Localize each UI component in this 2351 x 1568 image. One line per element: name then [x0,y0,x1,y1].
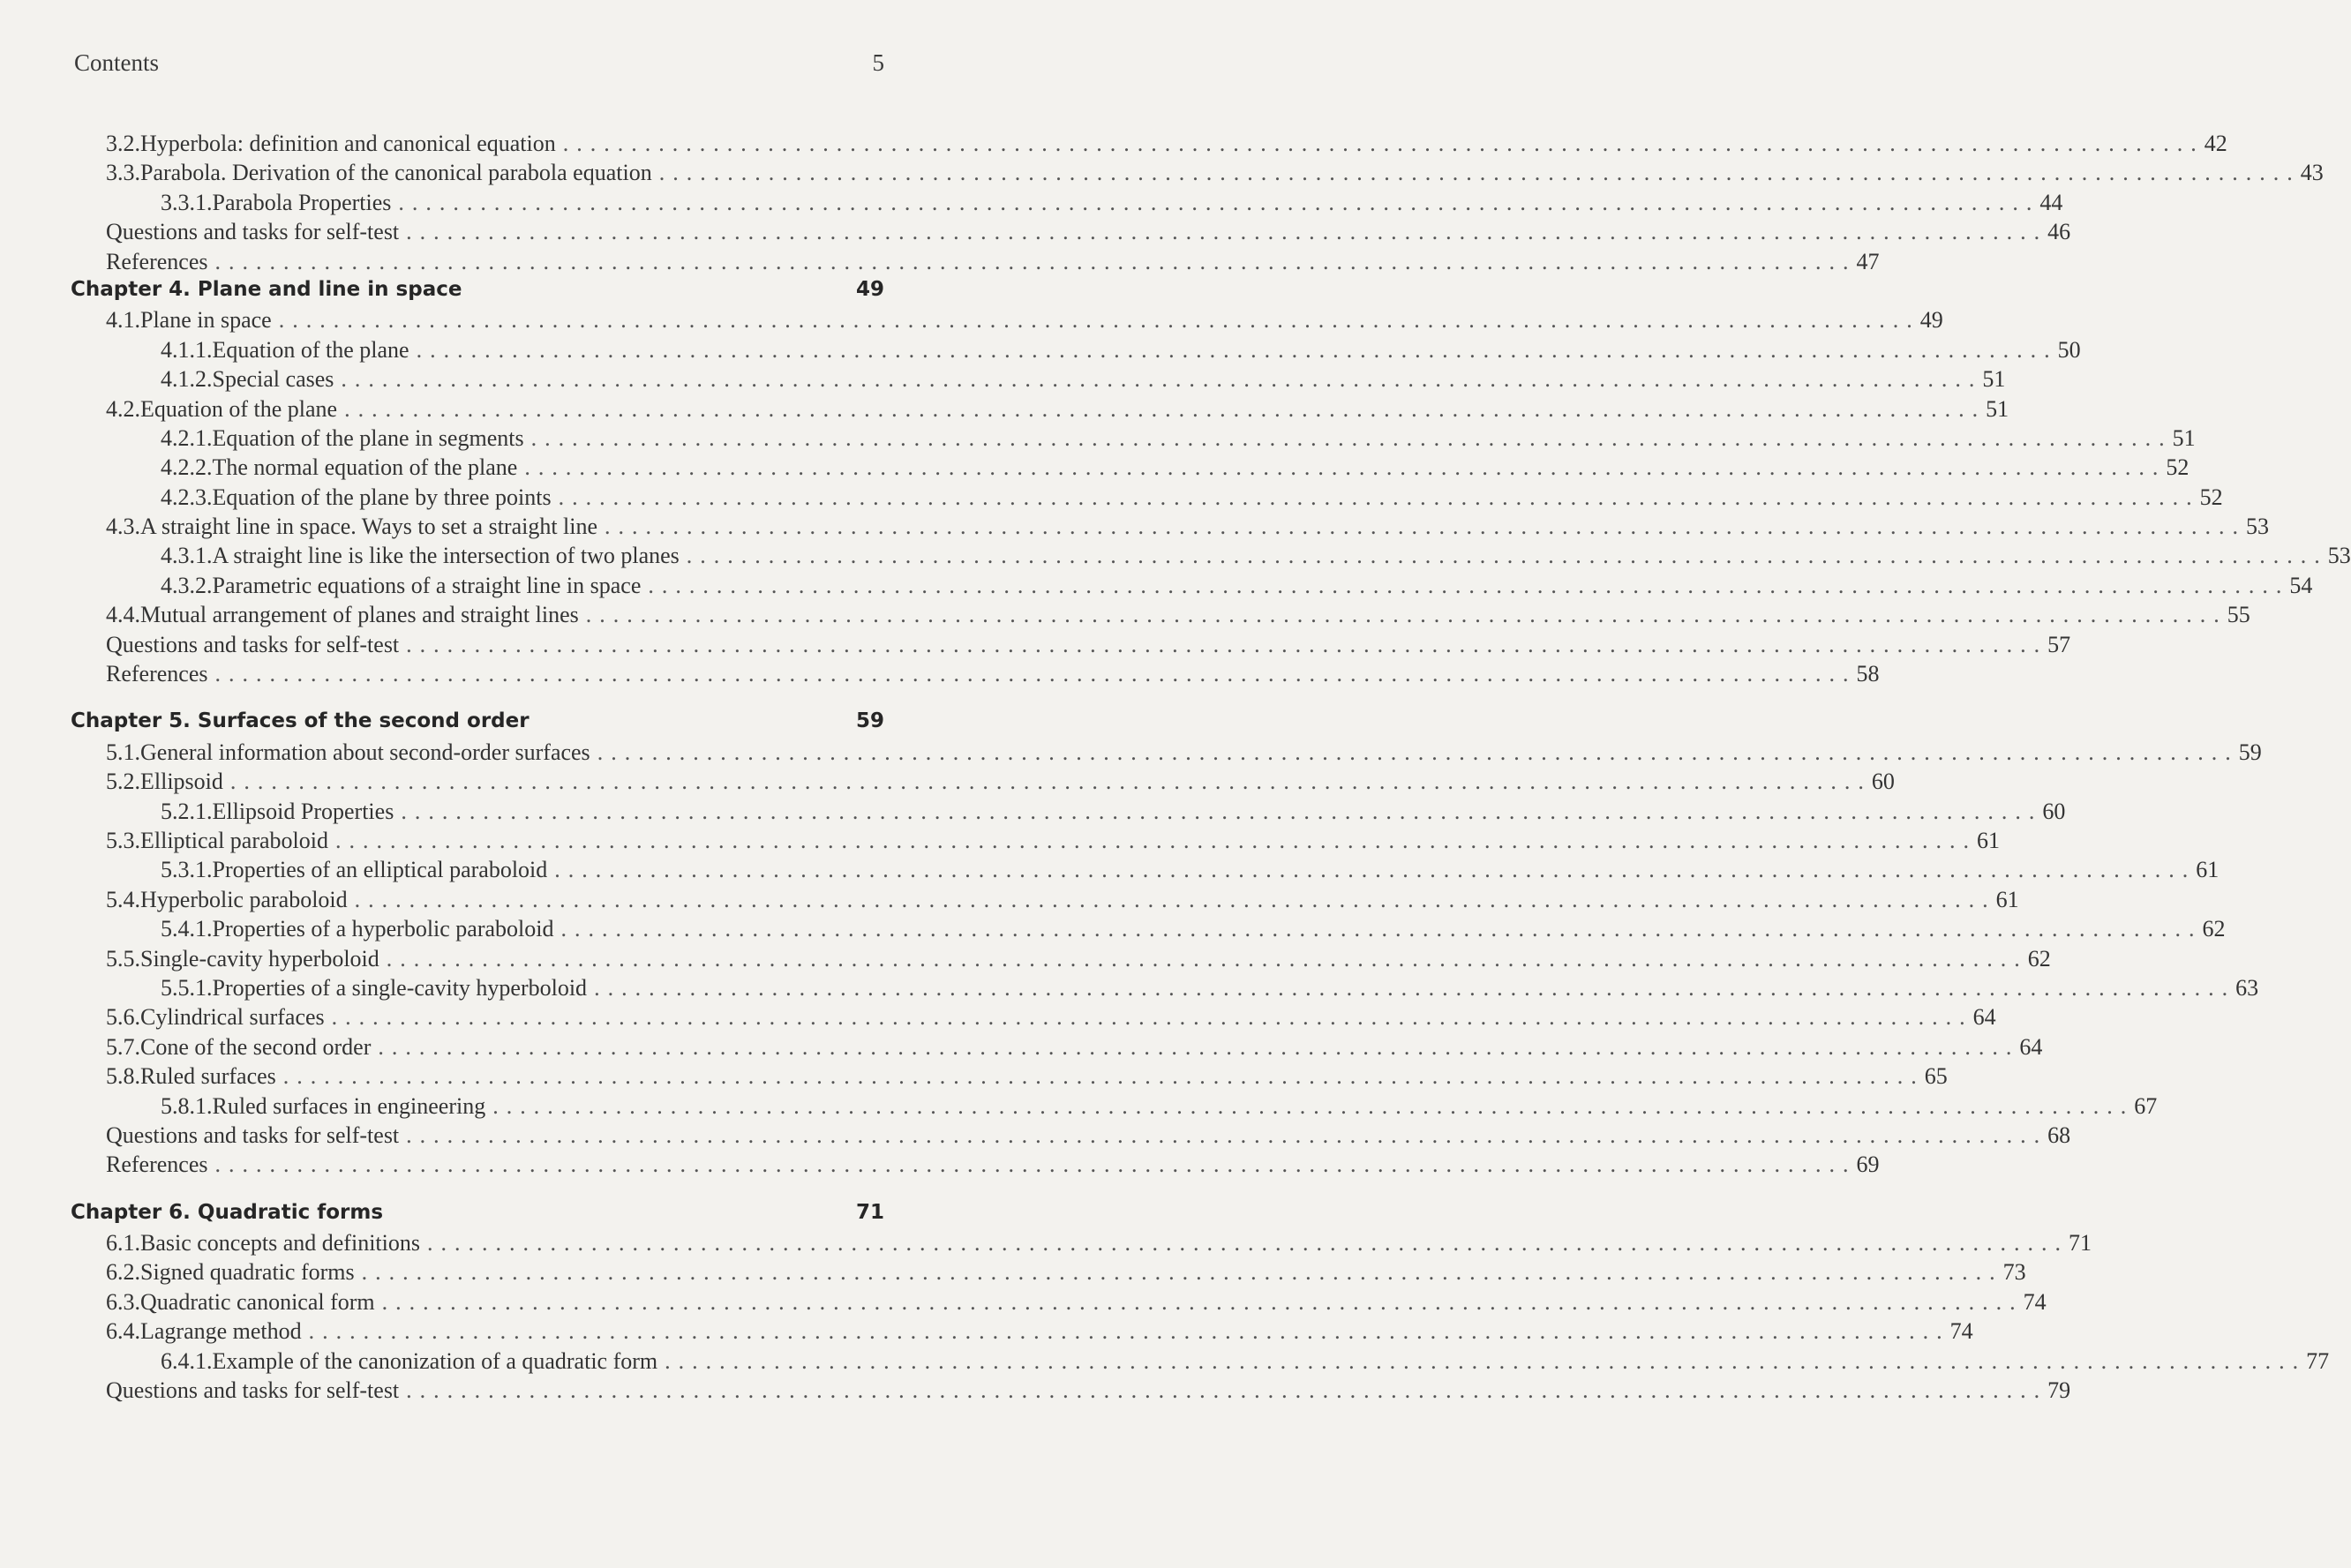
dot-leader: ........................................................................................................................ [401,798,2043,824]
toc-entry-title: Parabola. Derivation of the canonical parabola equation [140,160,652,186]
toc-page-number: 49 [855,277,884,301]
toc-entry-title: Questions and tasks for self-test [106,1122,400,1148]
toc-page-number: 51 [1986,395,2009,422]
toc-entry-title: Ruled surfaces in engineering [212,1092,486,1119]
toc-page-number: 68 [2047,1122,2071,1148]
dot-leader: ........................................................................................................................ [648,572,2290,598]
toc-entry-number: 6.1. [106,1230,140,1257]
toc-entry[interactable] [71,454,2190,484]
toc-entry[interactable] [71,160,2324,189]
toc-entry-number: 4.3.2. [161,572,213,598]
toc-entry-title: Questions and tasks for self-test [106,1377,400,1404]
toc-entry-number: 3.3. [106,160,140,186]
toc-entry-number: 5.3.1. [161,857,213,883]
toc-page-number: 58 [1856,661,1880,687]
toc-entry-title: Questions and tasks for self-test [106,219,400,245]
toc-page-number: 46 [2047,219,2071,245]
toc-page-number: 53 [2327,543,2351,569]
dot-leader: ........................................................................................................................ [605,514,2247,540]
dot-leader: ........................................................................................................................ [214,248,1857,274]
dot-leader: ........................................................................................................................ [282,1063,1925,1090]
toc-page-number: 62 [2202,916,2226,942]
toc-entry-title: Ellipsoid [140,769,223,795]
toc-page-number: 61 [2196,857,2220,883]
toc-entry-title: Signed quadratic forms [140,1259,355,1286]
dot-leader: ........................................................................................................................ [398,189,2040,215]
running-header [74,49,884,77]
toc-entry-number: 6.2. [106,1259,140,1286]
toc-page-number: 74 [1949,1318,1973,1345]
toc-entry[interactable] [71,1152,1880,1181]
dot-leader: ........................................................................................................................ [554,857,2197,883]
toc-entry-title: Example of the canonization of a quadratic form [212,1347,658,1374]
toc-entry[interactable] [71,1004,1996,1033]
toc-entry-number: 4.3. [106,514,140,540]
toc-entry-number: 5.5.1. [161,974,213,1001]
toc-entry-title: Questions and tasks for self-test [106,631,400,657]
toc-entry-number: 4.2.2. [161,454,213,481]
toc-entry[interactable] [71,131,2227,160]
toc-page-number: 42 [2204,131,2227,156]
dot-leader: ........................................................................................................................ [524,454,2167,481]
toc-entry-title: Parabola Properties [212,189,392,215]
toc-entry-number: 5.7. [106,1033,140,1060]
toc-page-number: 44 [2039,189,2063,215]
toc-entry-title: Quadratic canonical form [140,1288,375,1315]
toc-entry[interactable] [71,219,2071,248]
dot-leader: ........................................................................................................................ [229,769,1872,795]
toc-entry-number: 5.4. [106,886,140,912]
dot-leader: ........................................................................................................................ [426,1230,2069,1257]
toc-page-number: 60 [1871,769,1895,795]
toc-page-number: 74 [2023,1288,2047,1315]
toc-entry[interactable] [71,661,1880,690]
toc-page-number: 67 [2134,1092,2158,1119]
dot-leader: ........................................................................................................................ [558,484,2200,510]
dot-leader: ........................................................................................................................ [354,886,1996,912]
toc-entry[interactable] [71,1318,1973,1347]
dot-leader: ........................................................................................................................ [530,424,2173,451]
toc-entry[interactable] [71,1259,2026,1288]
toc-entry-title: Properties of a hyperbolic paraboloid [212,916,554,942]
toc-page-number: 64 [1972,1004,1996,1031]
toc-page-number: 59 [2238,739,2262,765]
toc-entry[interactable] [71,739,2262,769]
toc-entry[interactable] [71,307,1943,336]
dot-leader: ........................................................................................................................ [562,131,2205,156]
dot-leader: ........................................................................................................................ [597,739,2239,765]
dot-leader: ........................................................................................................................ [406,1377,2048,1404]
toc-entry[interactable] [71,366,2006,395]
toc-entry-title: References [106,1152,208,1178]
toc-entry[interactable] [71,1230,2092,1259]
toc-page-number: 61 [1995,886,2019,912]
chapter-gap [71,690,884,709]
toc-entry-title: Chapter 4. Plane and line in space [71,277,462,301]
toc-entry[interactable] [71,769,1895,798]
chapter-gap [71,1182,884,1201]
toc-page-number: 51 [2172,424,2196,451]
toc-page-number: 60 [2042,798,2066,824]
toc-entry-title: Basic concepts and definitions [140,1230,420,1257]
header-page-number: 5 [872,49,884,76]
toc-entry-title: Properties of an elliptical paraboloid [212,857,548,883]
toc-entry-title: Equation of the plane by three points [212,484,552,510]
toc-entry[interactable] [71,798,2066,828]
toc-entry[interactable] [71,945,2051,975]
toc-entry[interactable] [71,602,2250,631]
dot-leader: ........................................................................................................................ [278,307,1920,334]
toc-entry-number: 4.3.1. [161,543,213,569]
toc-entry-title: Lagrange method [140,1318,302,1345]
toc-page-number: 51 [1982,366,2006,393]
toc-page-number: 52 [2199,484,2223,510]
toc-entry-number: 5.6. [106,1004,140,1031]
toc-entry-title: Mutual arrangement of planes and straight lines [140,602,579,628]
toc-page-number: 71 [2068,1230,2092,1257]
toc-entry-title: Ruled surfaces [140,1063,276,1090]
toc-entry[interactable] [71,424,2196,454]
toc-page-number: 65 [1924,1063,1948,1090]
toc-page-number: 50 [2057,336,2081,363]
toc-entry-number: 6.4.1. [161,1347,213,1374]
toc-entry-title: Cylindrical surfaces [140,1004,325,1031]
toc-entry-number: 6.3. [106,1288,140,1315]
dot-leader: ........................................................................................................................ [341,366,1983,393]
toc-page-number: 73 [2002,1259,2026,1286]
toc-entry-number: 4.1.2. [161,366,213,393]
toc-entry-number: 5.2. [106,769,140,795]
toc-entry[interactable] [71,631,2071,661]
dot-leader: ........................................................................................................................ [406,631,2048,657]
toc-entry-title: Plane in space [140,307,272,334]
toc-chapter-entry[interactable] [71,709,884,739]
toc-entry-number: 5.4.1. [161,916,213,942]
dot-leader: ........................................................................................................................ [585,602,2227,628]
toc-page-number: 52 [2166,454,2190,481]
toc-entry-title: Properties of a single-cavity hyperboloid [212,974,588,1001]
toc-entry-number: 4.4. [106,602,140,628]
toc-entry-number: 3.2. [106,131,140,156]
toc-entry[interactable] [71,916,2226,945]
toc-entry[interactable] [71,1347,2330,1377]
toc-page-number: 64 [2019,1033,2043,1060]
toc-entry[interactable] [71,189,2063,219]
toc-entry[interactable] [71,827,2000,857]
dot-leader: ........................................................................................................................ [492,1092,2135,1119]
toc-chapter-entry[interactable] [71,278,884,307]
toc-entry[interactable] [71,1033,2043,1063]
toc-entry-title: Chapter 6. Quadratic forms [71,1200,384,1224]
toc-entry-title: Special cases [212,366,334,393]
dot-leader: ........................................................................................................................ [658,160,2301,186]
toc-entry[interactable] [71,484,2223,514]
dot-leader: ........................................................................................................................ [406,1122,2048,1148]
dot-leader: ........................................................................................................................ [560,916,2203,942]
dot-leader: ........................................................................................................................ [416,336,2058,363]
dot-leader: ........................................................................................................................ [594,974,2236,1001]
dot-leader: ........................................................................................................................ [331,1004,1973,1031]
dot-leader: ........................................................................................................................ [686,543,2328,569]
dot-leader: ........................................................................................................................ [665,1347,2307,1374]
toc-entry-number: 4.2. [106,395,140,422]
toc-entry-number: 5.8. [106,1063,140,1090]
toc-entry[interactable] [71,248,1880,278]
dot-leader: ........................................................................................................................ [406,219,2048,245]
toc-entry-title: A straight line is like the intersection of two planes [212,543,680,569]
dot-leader: ........................................................................................................................ [214,1152,1857,1178]
toc-page-number: 71 [855,1200,884,1224]
toc-entry[interactable] [71,572,2313,602]
toc-entry-number: 3.3.1. [161,189,213,215]
toc-entry-title: References [106,248,208,274]
toc-page-number: 69 [1856,1152,1880,1178]
toc-entry-title: A straight line in space. Ways to set a straight line [140,514,598,540]
toc-entry[interactable] [71,1063,1948,1092]
toc-page-number: 49 [1919,307,1943,334]
toc-entry[interactable] [71,543,2351,572]
toc-page-number: 57 [2047,631,2071,657]
toc-page-number: 54 [2289,572,2313,598]
toc-page-number: 79 [2047,1377,2071,1404]
toc-entry[interactable] [71,1092,2158,1122]
toc-page-number: 62 [2027,945,2051,972]
toc-entry[interactable] [71,974,2259,1004]
toc-entry[interactable] [71,336,2081,366]
toc-entry-number: 5.3. [106,827,140,853]
toc-page-number: 59 [855,709,884,733]
dot-leader: ........................................................................................................................ [335,827,1977,853]
toc-page-number: 43 [2300,160,2324,186]
toc-entry-number: 4.2.1. [161,424,213,451]
toc-entry-number: 4.1.1. [161,336,213,363]
toc-entry-title: Ellipsoid Properties [212,798,394,824]
toc-entry-title: Parametric equations of a straight line in space [212,572,642,598]
dot-leader: ........................................................................................................................ [381,1288,2024,1315]
dot-leader: ........................................................................................................................ [214,661,1857,687]
toc-entry-title: The normal equation of the plane [212,454,518,481]
dot-leader: ........................................................................................................................ [378,1033,2020,1060]
toc-entry-title: Elliptical paraboloid [140,827,328,853]
toc-entry-title: Equation of the plane [140,395,338,422]
toc-entry-title: Chapter 5. Surfaces of the second order [71,709,530,733]
toc-page-number: 61 [1977,827,2000,853]
toc-entry-title: Single-cavity hyperboloid [140,945,379,972]
toc-entry-number: 5.2.1. [161,798,213,824]
toc-entry-number: 6.4. [106,1318,140,1345]
dot-leader: ........................................................................................................................ [344,395,1987,422]
toc-entry-title: General information about second-order surfaces [140,739,590,765]
toc-entry[interactable] [71,857,2220,886]
header-section-title: Contents [74,49,160,76]
toc-entry[interactable] [71,1122,2071,1152]
dot-leader: ........................................................................................................................ [386,945,2028,972]
toc-entry-number: 5.1. [106,739,140,765]
toc-entry-title: Hyperbola: definition and canonical equation [140,131,556,156]
toc-entry[interactable] [71,1288,2047,1318]
toc-entry-title: Cone of the second order [140,1033,372,1060]
toc-page-number: 77 [2306,1347,2330,1374]
toc-entry-title: Equation of the plane [212,336,409,363]
toc-entry[interactable] [71,395,2009,425]
toc-entry-title: References [106,661,208,687]
toc-entry-number: 4.1. [106,307,140,334]
toc-entry[interactable] [71,1377,2071,1407]
toc-entry-number: 5.8.1. [161,1092,213,1119]
toc-entry-number: 5.5. [106,945,140,972]
toc-entry-number: 4.2.3. [161,484,213,510]
toc-entry[interactable] [71,886,2019,916]
toc-page-number: 63 [2235,974,2259,1001]
table-of-contents [71,131,2351,1407]
toc-entry[interactable] [71,514,2270,543]
toc-page-number: 53 [2246,514,2270,540]
toc-entry-title: Equation of the plane in segments [212,424,524,451]
toc-page-number: 55 [2227,602,2250,628]
toc-entry-title: Hyperbolic paraboloid [140,886,348,912]
toc-chapter-entry[interactable] [71,1201,884,1230]
dot-leader: ........................................................................................................................ [308,1318,1950,1345]
dot-leader: ........................................................................................................................ [361,1259,2003,1286]
toc-page-number: 47 [1856,248,1880,274]
